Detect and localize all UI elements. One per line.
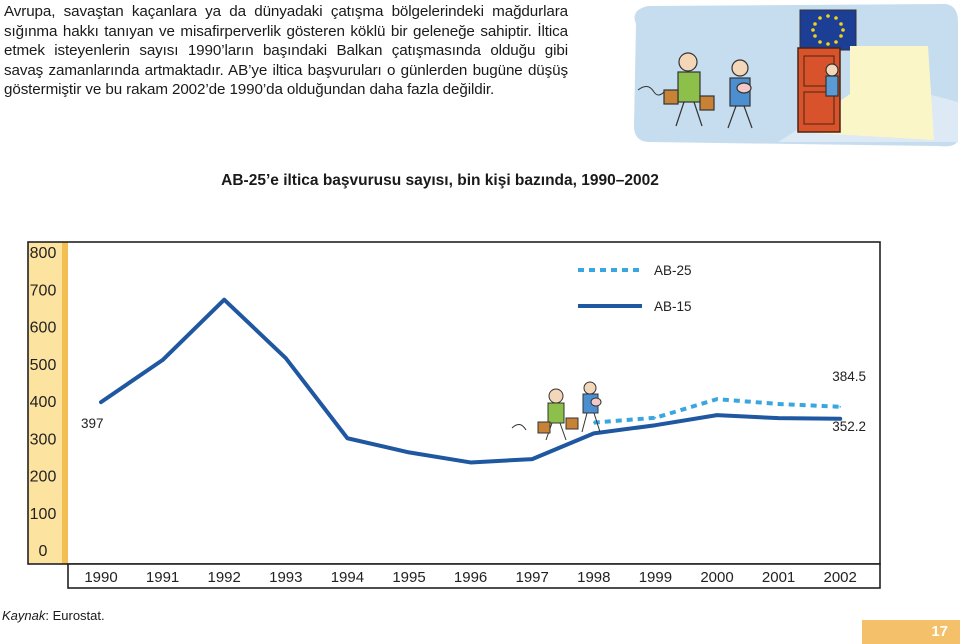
- small-family-icon: [512, 382, 601, 440]
- page-number: 17: [931, 623, 948, 640]
- y-tick-label: 500: [29, 356, 57, 374]
- x-tick-label: 1998: [577, 569, 611, 586]
- data-point-ab-25: [778, 403, 780, 405]
- data-label: 352.2: [832, 418, 866, 434]
- x-tick-label: 1994: [330, 569, 365, 586]
- data-point-ab-15: [285, 357, 287, 359]
- data-point-ab-15: [347, 437, 349, 439]
- x-tick-label: 1997: [515, 569, 549, 586]
- x-tick-label: 1990: [84, 569, 118, 586]
- data-point-ab-15: [100, 401, 102, 403]
- y-tick-label: 200: [29, 468, 57, 486]
- plot-area-frame: [28, 242, 880, 564]
- data-point-ab-25: [593, 422, 595, 424]
- x-tick-label: 1991: [145, 569, 180, 586]
- data-point-ab-15: [716, 414, 718, 416]
- legend-label-ab-25: AB-25: [654, 263, 692, 278]
- x-tick-label: 1992: [207, 569, 241, 586]
- data-point-ab-15: [778, 417, 780, 419]
- x-tick-label: 1996: [453, 569, 488, 586]
- data-point-ab-15: [162, 359, 164, 361]
- data-label: 384.5: [832, 368, 866, 384]
- data-point-ab-25: [655, 417, 657, 419]
- y-tick-label: 700: [29, 282, 57, 300]
- y-tick-label: 100: [29, 505, 57, 523]
- data-point-ab-15: [408, 452, 410, 454]
- source-note: [2, 608, 105, 623]
- data-point-ab-15: [223, 299, 225, 301]
- data-point-ab-15: [655, 424, 657, 426]
- chart-title: AB-25’e iltica başvurusu sayısı, bin kişi bazında, 1990–2002: [221, 172, 659, 189]
- y-tick-label: 300: [29, 431, 57, 449]
- y-tick-label: 0: [38, 543, 48, 560]
- data-point-ab-15: [531, 458, 533, 460]
- x-tick-label: 1993: [269, 569, 303, 586]
- data-label: 397: [81, 416, 104, 432]
- page-corner: [862, 620, 960, 644]
- source-text: : Eurostat.: [45, 608, 105, 623]
- x-tick-label: 1995: [392, 569, 426, 586]
- x-tick-label: 2001: [761, 569, 796, 586]
- series-line-ab-15: [101, 300, 840, 463]
- data-point-ab-25: [716, 398, 718, 400]
- y-tick-label: 600: [29, 319, 57, 337]
- x-tick-label: 2002: [823, 569, 857, 586]
- x-tick-label: 2000: [700, 569, 734, 586]
- legend-label-ab-15: AB-15: [654, 299, 692, 314]
- data-point-ab-25: [839, 406, 841, 408]
- x-tick-label: 1999: [638, 569, 673, 586]
- y-tick-label: 400: [29, 394, 57, 411]
- data-point-ab-15: [593, 433, 595, 435]
- source-label: Kaynak: [2, 608, 46, 623]
- y-tick-label: 800: [29, 245, 57, 262]
- data-point-ab-15: [470, 462, 472, 464]
- intro-paragraph: Avrupa, savaştan kaçanlara ya da dünyadaki çatışma bölgelerindeki mağdurlara sığınma hakkı tanıyan ve misafirperverlik gösteren köklü bir geleneğe sahiptir. İltica etmek isteyenlerin sayısı 1990’ların başındaki Balkan çatışmasında olduğu gibi savaş zamanlarında artmaktadır. AB’ye iltica başvuruları o günlerden bugüne düşüş göstermiştir ve bu rakam 2002’de 1990’da olduğundan daha fazla değildir.: [4, 3, 568, 98]
